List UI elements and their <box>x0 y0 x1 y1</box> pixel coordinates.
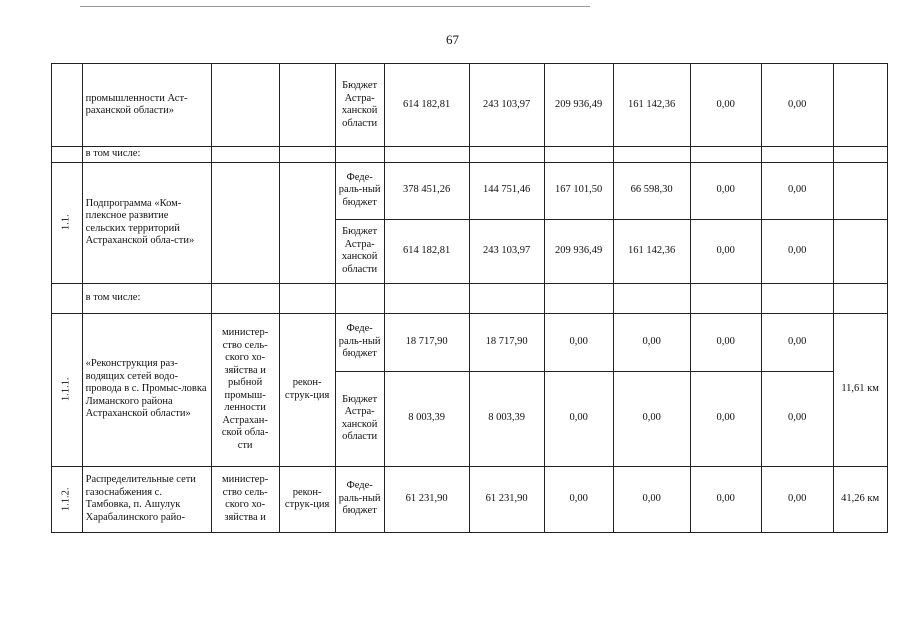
row-number: 1.1. <box>60 214 72 231</box>
num-cell <box>52 313 83 466</box>
value-cell: 8 003,39 <box>469 371 544 466</box>
table-row <box>52 466 888 532</box>
result-cell: 41,26 км <box>833 466 887 532</box>
value-cell: 0,00 <box>613 466 690 532</box>
source-cell: Феде-раль-ный бюджет <box>335 162 384 219</box>
value-cell: 0,00 <box>613 371 690 466</box>
org-cell: министер-ство сель-ского хо-зяйства и <box>211 466 279 532</box>
source-cell: Бюджет Астра-ханской области <box>335 371 384 466</box>
result-cell <box>833 64 887 147</box>
type-cell: рекон-струк-ция <box>279 466 335 532</box>
value-cell: 209 936,49 <box>544 64 613 147</box>
top-rule <box>80 6 590 7</box>
value-cell: 161 142,36 <box>613 219 690 283</box>
including-label: в том числе: <box>82 147 211 163</box>
table-row <box>52 64 888 147</box>
value-cell: 0,00 <box>761 371 833 466</box>
table-row <box>52 147 888 163</box>
row-number: 1.1.2. <box>60 487 72 511</box>
result-cell <box>833 219 887 283</box>
row-number: 1.1.1. <box>60 377 72 402</box>
value-cell: 0,00 <box>761 466 833 532</box>
value-cell: 378 451,26 <box>384 162 469 219</box>
num-cell <box>52 64 83 147</box>
value-cell: 8 003,39 <box>384 371 469 466</box>
value-cell: 66 598,30 <box>613 162 690 219</box>
table-row <box>52 283 888 313</box>
table-row <box>52 313 888 371</box>
value-cell: 18 717,90 <box>384 313 469 371</box>
value-cell: 0,00 <box>544 371 613 466</box>
num-cell <box>52 162 83 283</box>
value-cell: 0,00 <box>544 313 613 371</box>
org-cell <box>211 162 279 283</box>
name-cell: промышленности Аст-раханской области» <box>82 64 211 147</box>
value-cell: 0,00 <box>613 313 690 371</box>
budget-table <box>51 63 888 533</box>
value-cell: 614 182,81 <box>384 219 469 283</box>
page-number: 67 <box>446 32 459 47</box>
value-cell: 167 101,50 <box>544 162 613 219</box>
source-cell: Бюджет Астра-ханской области <box>335 219 384 283</box>
value-cell: 161 142,36 <box>613 64 690 147</box>
source-cell: Феде-раль-ный бюджет <box>335 466 384 532</box>
value-cell: 61 231,90 <box>469 466 544 532</box>
table-row <box>52 162 888 219</box>
value-cell: 614 182,81 <box>384 64 469 147</box>
source-cell: Феде-раль-ный бюджет <box>335 313 384 371</box>
name-cell: «Реконструкция раз-водящих сетей водо-провода в с. Промыс-ловка Лиманского района Астраханской области» <box>82 313 211 466</box>
value-cell: 243 103,97 <box>469 219 544 283</box>
name-cell: Распределительные сети газоснабжения с. Тамбовка, п. Ашулук Харабалинского райо- <box>82 466 211 532</box>
result-cell: 11,61 км <box>833 313 887 466</box>
name-cell: Подпрограмма «Ком-плексное развитие сельских территорий Астраханской обла-сти» <box>82 162 211 283</box>
value-cell: 61 231,90 <box>384 466 469 532</box>
value-cell: 243 103,97 <box>469 64 544 147</box>
value-cell: 0,00 <box>690 313 761 371</box>
value-cell: 0,00 <box>690 64 761 147</box>
type-cell <box>279 162 335 283</box>
org-cell <box>211 64 279 147</box>
value-cell: 209 936,49 <box>544 219 613 283</box>
value-cell: 0,00 <box>690 219 761 283</box>
value-cell: 18 717,90 <box>469 313 544 371</box>
num-cell <box>52 466 83 532</box>
org-cell: министер-ство сель-ского хо-зяйства и рыбной промыш-ленности Астрахан-ской обла-сти <box>211 313 279 466</box>
value-cell: 0,00 <box>690 162 761 219</box>
value-cell: 0,00 <box>761 64 833 147</box>
value-cell: 0,00 <box>690 371 761 466</box>
type-cell <box>279 64 335 147</box>
value-cell: 0,00 <box>690 466 761 532</box>
value-cell: 0,00 <box>761 313 833 371</box>
value-cell: 0,00 <box>761 162 833 219</box>
including-label: в том числе: <box>82 283 211 313</box>
result-cell <box>833 162 887 219</box>
value-cell: 144 751,46 <box>469 162 544 219</box>
type-cell: рекон-струк-ция <box>279 313 335 466</box>
value-cell: 0,00 <box>544 466 613 532</box>
source-cell: Бюджет Астра-ханской области <box>335 64 384 147</box>
value-cell: 0,00 <box>761 219 833 283</box>
